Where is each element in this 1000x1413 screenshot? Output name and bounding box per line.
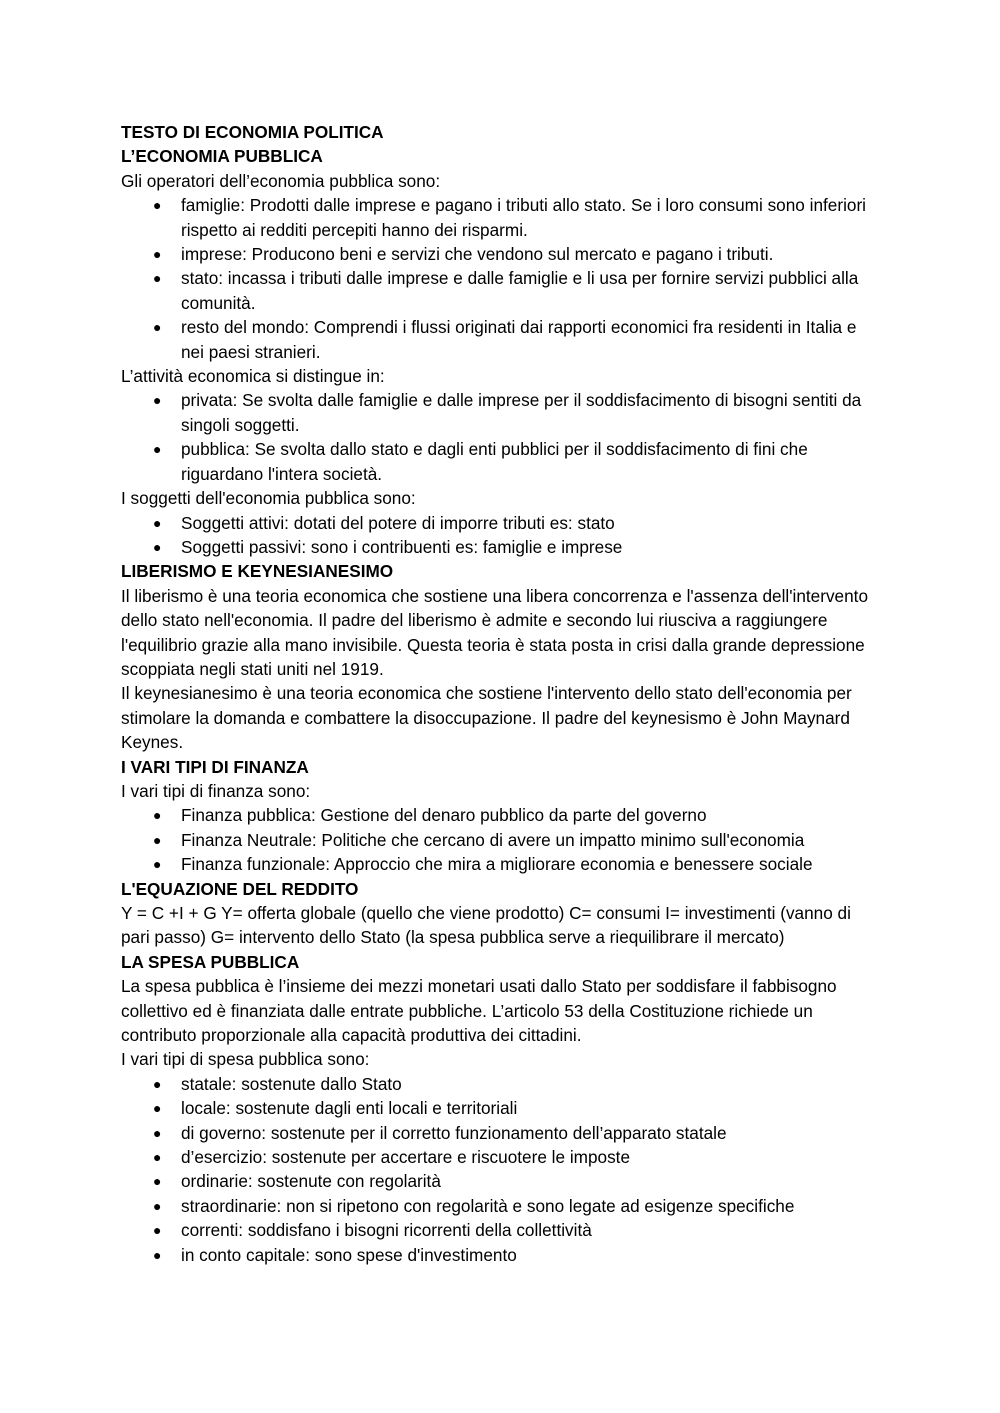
section-heading: L'EQUAZIONE DEL REDDITO <box>121 878 359 899</box>
bullet-icon: ● <box>153 1100 162 1117</box>
bullet-icon: ● <box>153 831 162 848</box>
list-item: ● correnti: soddisfano i bisogni ricorrenti della collettività <box>121 1218 881 1242</box>
list-item: ● statale: sostenute dallo Stato <box>121 1072 881 1096</box>
list-item: ● Finanza funzionale: Approccio che mira a migliorare economia e benessere sociale <box>121 852 881 876</box>
list-item: ● Soggetti attivi: dotati del potere di imporre tributi es: stato <box>121 511 881 535</box>
list-item: ● Finanza Neutrale: Politiche che cercano di avere un impatto minimo sull'economia <box>121 828 881 852</box>
paragraph: La spesa pubblica è l’insieme dei mezzi monetari usati dallo Stato per soddisfare il fabbisogno collettivo ed è finanziata dalle entrate pubbliche. L’articolo 53 della Costituzione richiede un contributo proporzionale alla capacità produttiva dei cittadini. <box>121 976 837 1046</box>
section-heading: LIBERISMO E KEYNESIANESIMO <box>121 561 394 582</box>
paragraph: Il liberismo è una teoria economica che sostiene una libera concorrenza e l'assenza dell'intervento dello stato nell'economia. Il padre del liberismo è admite e secondo lui riusciva a raggiungere l'equilibrio grazie alla mano invisibile. Questa teoria è stata posta in crisi dalla grande depressione scoppiata negli stati uniti nel 1919. <box>121 585 869 679</box>
list-item: ● Soggetti passivi: sono i contribuenti es: famiglie e imprese <box>121 535 881 559</box>
bullet-icon: ● <box>153 392 162 409</box>
bullet-icon: ● <box>153 270 162 287</box>
paragraph: I soggetti dell'economia pubblica sono: <box>121 488 416 509</box>
bullet-icon: ● <box>153 441 162 458</box>
bullet-icon: ● <box>153 197 162 214</box>
bullet-icon: ● <box>153 1222 162 1239</box>
bullet-icon: ● <box>153 807 162 824</box>
list-item: ● locale: sostenute dagli enti locali e territoriali <box>121 1096 881 1120</box>
section-heading: I VARI TIPI DI FINANZA <box>121 756 309 777</box>
bullet-list <box>121 803 881 876</box>
document-body <box>121 120 881 1267</box>
bullet-icon: ● <box>153 1197 162 1214</box>
bullet-list <box>121 511 881 560</box>
bullet-icon: ● <box>153 319 162 336</box>
paragraph: I vari tipi di finanza sono: <box>121 780 311 801</box>
list-item: ● stato: incassa i tributi dalle imprese e dalle famiglie e li usa per fornire servizi pubblici alla comunità. <box>153 268 859 313</box>
bullet-list <box>121 1072 881 1267</box>
list-item: ● d’esercizio: sostenute per accertare e riscuotere le imposte <box>121 1145 881 1169</box>
bullet-icon: ● <box>153 1149 162 1166</box>
bullet-icon: ● <box>153 246 162 263</box>
list-item: ● di governo: sostenute per il corretto funzionamento dell’apparato statale <box>121 1121 881 1145</box>
list-item: ● famiglie: Prodotti dalle imprese e pagano i tributi allo stato. Se i loro consumi sono inferiori rispetto ai redditi percepiti hanno dei risparmi. <box>153 195 866 240</box>
bullet-icon: ● <box>153 1246 162 1263</box>
document-title: TESTO DI ECONOMIA POLITICA <box>121 122 384 142</box>
bullet-icon: ● <box>153 514 162 531</box>
bullet-icon: ● <box>153 1173 162 1190</box>
list-item: ● resto del mondo: Comprendi i flussi originati dai rapporti economici fra residenti in Italia e nei paesi stranieri. <box>153 317 857 362</box>
paragraph: L’attività economica si distingue in: <box>121 366 385 387</box>
list-item: ● in conto capitale: sono spese d'investimento <box>121 1243 881 1267</box>
paragraph: I vari tipi di spesa pubblica sono: <box>121 1049 370 1070</box>
list-item: ● Finanza pubblica: Gestione del denaro pubblico da parte del governo <box>121 803 881 827</box>
bullet-icon: ● <box>153 1124 162 1141</box>
paragraph: Gli operatori dell’economia pubblica sono: <box>121 170 441 191</box>
bullet-icon: ● <box>153 1075 162 1092</box>
bullet-icon: ● <box>153 856 162 873</box>
bullet-list <box>121 388 881 486</box>
list-item: ● privata: Se svolta dalle famiglie e dalle imprese per il soddisfacimento di bisogni sentiti da singoli soggetti. <box>153 390 862 435</box>
paragraph: Y = C +I + G Y= offerta globale (quello che viene prodotto) C= consumi I= investimenti (vanno di pari passo) G= intervento dello Stato (la spesa pubblica serve a riequilibrare il mercato) <box>121 903 851 948</box>
list-item: ● pubblica: Se svolta dallo stato e dagli enti pubblici per il soddisfacimento di fini che riguardano l'intera società. <box>153 439 808 484</box>
list-item: ● ordinarie: sostenute con regolarità <box>121 1169 881 1193</box>
section-heading: LA SPESA PUBBLICA <box>121 951 300 972</box>
section-heading: L’ECONOMIA PUBBLICA <box>121 146 323 167</box>
bullet-list <box>121 193 881 364</box>
bullet-icon: ● <box>153 538 162 555</box>
list-item: ● straordinarie: non si ripetono con regolarità e sono legate ad esigenze specifiche <box>121 1194 881 1218</box>
paragraph: Il keynesianesimo è una teoria economica che sostiene l'intervento dello stato dell'economia per stimolare la domanda e combattere la disoccupazione. Il padre del keynesismo è John Maynard Keynes. <box>121 683 852 753</box>
list-item: ● imprese: Producono beni e servizi che vendono sul mercato e pagano i tributi. <box>121 242 881 266</box>
